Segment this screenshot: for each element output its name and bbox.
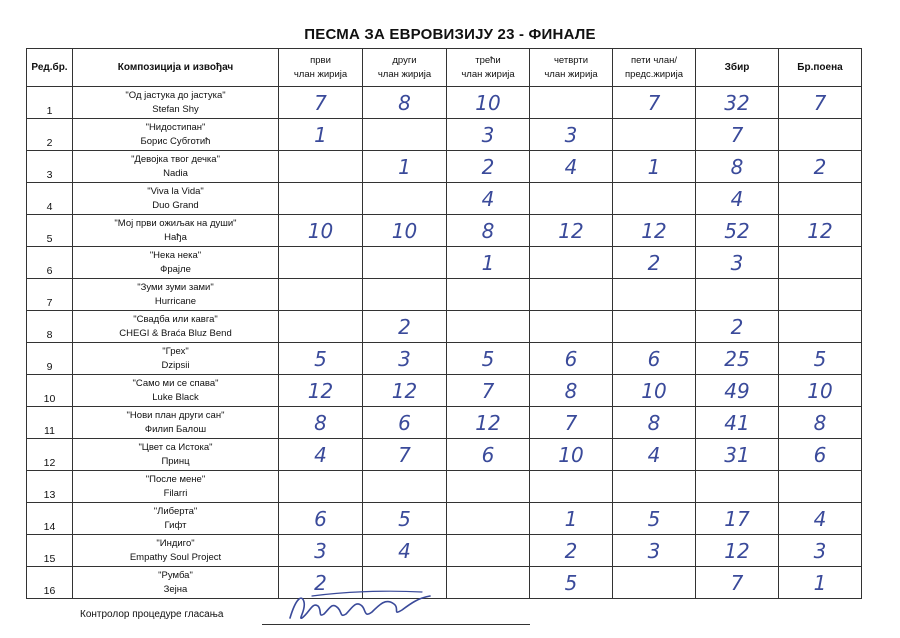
composition-cell bbox=[73, 279, 279, 311]
row-number: 7 bbox=[27, 279, 73, 311]
composition-cell bbox=[73, 87, 279, 119]
song-title: "Само ми се спава" bbox=[132, 377, 219, 389]
juror-5-score bbox=[613, 471, 696, 503]
juror-2-score: 7 bbox=[363, 439, 447, 471]
header-juror-5 bbox=[613, 49, 696, 87]
sum-score: 4 bbox=[696, 183, 779, 215]
juror-5-score: 7 bbox=[613, 87, 696, 119]
juror-4-score: 2 bbox=[530, 535, 613, 567]
juror-1-score: 2 bbox=[279, 567, 363, 599]
juror-3-score bbox=[447, 567, 530, 599]
juror-2-score: 4 bbox=[363, 535, 447, 567]
juror-3-score: 10 bbox=[447, 87, 530, 119]
artist-name: Фрајле bbox=[160, 263, 191, 275]
song-title: "Румба" bbox=[158, 569, 193, 581]
juror-1-score: 1 bbox=[279, 119, 363, 151]
header-juror-2-line1: други bbox=[392, 54, 417, 66]
header-juror-1-line1: први bbox=[310, 54, 331, 66]
song-title: "Од јастука до јастука" bbox=[125, 89, 226, 101]
table-row bbox=[27, 87, 862, 119]
row-number: 9 bbox=[27, 343, 73, 375]
juror-2-score: 3 bbox=[363, 343, 447, 375]
artist-name: Зејна bbox=[163, 583, 188, 595]
sum-score: 3 bbox=[696, 247, 779, 279]
sum-score: 12 bbox=[696, 535, 779, 567]
juror-3-score: 7 bbox=[447, 375, 530, 407]
composition-cell bbox=[73, 471, 279, 503]
juror-5-score bbox=[613, 311, 696, 343]
juror-1-score: 7 bbox=[279, 87, 363, 119]
juror-2-score bbox=[363, 471, 447, 503]
juror-2-score: 8 bbox=[363, 87, 447, 119]
header-juror-4 bbox=[530, 49, 613, 87]
sum-score: 52 bbox=[696, 215, 779, 247]
header-points: Бр.поена bbox=[779, 49, 862, 87]
juror-1-score bbox=[279, 151, 363, 183]
header-juror-5-line1: пети члан/ bbox=[630, 54, 678, 66]
row-number: 2 bbox=[27, 119, 73, 151]
row-number: 5 bbox=[27, 215, 73, 247]
signature-icon bbox=[282, 588, 432, 628]
sum-score: 7 bbox=[696, 119, 779, 151]
song-title: "Нови план други сан" bbox=[126, 409, 225, 421]
header-juror-2 bbox=[363, 49, 447, 87]
artist-name: Нађа bbox=[164, 231, 187, 243]
juror-1-score: 4 bbox=[279, 439, 363, 471]
juror-2-score: 6 bbox=[363, 407, 447, 439]
juror-3-score bbox=[447, 503, 530, 535]
sum-score: 25 bbox=[696, 343, 779, 375]
points-score bbox=[779, 311, 862, 343]
table-row bbox=[27, 215, 862, 247]
points-score: 4 bbox=[779, 503, 862, 535]
juror-2-score: 1 bbox=[363, 151, 447, 183]
header-composition: Композиција и извођач bbox=[73, 49, 279, 87]
juror-5-score bbox=[613, 119, 696, 151]
juror-3-score: 4 bbox=[447, 183, 530, 215]
juror-4-score bbox=[530, 183, 613, 215]
composition-cell bbox=[73, 343, 279, 375]
song-title: "После мене" bbox=[145, 473, 206, 485]
row-number: 12 bbox=[27, 439, 73, 471]
juror-3-score: 8 bbox=[447, 215, 530, 247]
song-title: "Зуми зуми зами" bbox=[137, 281, 214, 293]
points-score: 7 bbox=[779, 87, 862, 119]
sum-score: 31 bbox=[696, 439, 779, 471]
juror-4-score: 12 bbox=[530, 215, 613, 247]
juror-5-score bbox=[613, 183, 696, 215]
juror-4-score: 1 bbox=[530, 503, 613, 535]
points-score bbox=[779, 279, 862, 311]
header-juror-4-line1: четврти bbox=[553, 54, 589, 66]
points-score bbox=[779, 183, 862, 215]
header-juror-3-line2: члан жирија bbox=[461, 68, 515, 80]
song-title: "Нека нека" bbox=[149, 249, 202, 261]
header-rank: Ред.бр. bbox=[27, 49, 73, 87]
points-score: 1 bbox=[779, 567, 862, 599]
row-number: 4 bbox=[27, 183, 73, 215]
sum-score: 7 bbox=[696, 567, 779, 599]
table-row bbox=[27, 247, 862, 279]
juror-2-score bbox=[363, 247, 447, 279]
juror-1-score bbox=[279, 183, 363, 215]
composition-cell bbox=[73, 535, 279, 567]
composition-cell bbox=[73, 183, 279, 215]
artist-name: Hurricane bbox=[154, 295, 197, 307]
row-number: 6 bbox=[27, 247, 73, 279]
points-score: 5 bbox=[779, 343, 862, 375]
sum-score bbox=[696, 279, 779, 311]
juror-1-score bbox=[279, 311, 363, 343]
juror-5-score: 12 bbox=[613, 215, 696, 247]
juror-5-score: 3 bbox=[613, 535, 696, 567]
juror-4-score: 4 bbox=[530, 151, 613, 183]
juror-4-score: 10 bbox=[530, 439, 613, 471]
row-number: 8 bbox=[27, 311, 73, 343]
row-number: 10 bbox=[27, 375, 73, 407]
composition-cell bbox=[73, 503, 279, 535]
sum-score: 2 bbox=[696, 311, 779, 343]
juror-4-score: 5 bbox=[530, 567, 613, 599]
artist-name: Гифт bbox=[164, 519, 187, 531]
juror-5-score: 1 bbox=[613, 151, 696, 183]
juror-2-score: 10 bbox=[363, 215, 447, 247]
artist-name: Dzipsii bbox=[161, 359, 190, 371]
juror-5-score: 4 bbox=[613, 439, 696, 471]
table-row bbox=[27, 535, 862, 567]
row-number: 1 bbox=[27, 87, 73, 119]
table-row bbox=[27, 311, 862, 343]
points-score: 12 bbox=[779, 215, 862, 247]
table-row bbox=[27, 279, 862, 311]
song-title: "Цвет са Истока" bbox=[138, 441, 213, 453]
artist-name: Nadia bbox=[163, 167, 188, 179]
juror-4-score bbox=[530, 279, 613, 311]
table-row bbox=[27, 343, 862, 375]
composition-cell bbox=[73, 247, 279, 279]
artist-name: Luke Black bbox=[152, 391, 199, 403]
juror-1-score: 5 bbox=[279, 343, 363, 375]
header-juror-4-line2: члан жирија bbox=[544, 68, 598, 80]
table-row bbox=[27, 407, 862, 439]
artist-name: Filarri bbox=[163, 487, 188, 499]
points-score bbox=[779, 119, 862, 151]
sum-score: 32 bbox=[696, 87, 779, 119]
juror-5-score bbox=[613, 567, 696, 599]
row-number: 15 bbox=[27, 535, 73, 567]
controller-label: Контролор процедуре гласања bbox=[80, 609, 224, 620]
composition-cell bbox=[73, 311, 279, 343]
artist-name: Empathy Soul Project bbox=[129, 551, 222, 563]
juror-3-score bbox=[447, 279, 530, 311]
juror-3-score: 6 bbox=[447, 439, 530, 471]
juror-3-score bbox=[447, 535, 530, 567]
table-row bbox=[27, 151, 862, 183]
song-title: "Либерта" bbox=[153, 505, 198, 517]
header-juror-2-line2: члан жирија bbox=[377, 68, 432, 80]
juror-2-score bbox=[363, 119, 447, 151]
juror-3-score: 12 bbox=[447, 407, 530, 439]
juror-4-score: 7 bbox=[530, 407, 613, 439]
row-number: 14 bbox=[27, 503, 73, 535]
voting-table bbox=[26, 48, 862, 599]
artist-name: Принц bbox=[161, 455, 190, 467]
row-number: 16 bbox=[27, 567, 73, 599]
juror-4-score bbox=[530, 87, 613, 119]
sum-score: 41 bbox=[696, 407, 779, 439]
song-title: "Индиго" bbox=[156, 537, 195, 549]
header-juror-5-line2: предс.жирија bbox=[624, 68, 684, 80]
composition-cell bbox=[73, 215, 279, 247]
table-row bbox=[27, 503, 862, 535]
composition-cell bbox=[73, 567, 279, 599]
song-title: "Мој први ожиљак на души" bbox=[114, 217, 237, 229]
juror-4-score bbox=[530, 471, 613, 503]
juror-2-score: 5 bbox=[363, 503, 447, 535]
points-score: 3 bbox=[779, 535, 862, 567]
row-number: 11 bbox=[27, 407, 73, 439]
row-number: 13 bbox=[27, 471, 73, 503]
table-row bbox=[27, 119, 862, 151]
composition-cell bbox=[73, 151, 279, 183]
juror-4-score: 8 bbox=[530, 375, 613, 407]
juror-5-score: 10 bbox=[613, 375, 696, 407]
juror-3-score bbox=[447, 311, 530, 343]
juror-1-score bbox=[279, 471, 363, 503]
artist-name: CHEGI & Braća Bluz Bend bbox=[119, 327, 232, 339]
juror-5-score: 8 bbox=[613, 407, 696, 439]
juror-4-score bbox=[530, 247, 613, 279]
points-score: 6 bbox=[779, 439, 862, 471]
song-title: "Свадба или кавга" bbox=[133, 313, 218, 325]
juror-1-score: 6 bbox=[279, 503, 363, 535]
juror-4-score: 6 bbox=[530, 343, 613, 375]
artist-name: Stefan Shy bbox=[152, 103, 199, 115]
juror-5-score: 2 bbox=[613, 247, 696, 279]
points-score bbox=[779, 471, 862, 503]
juror-1-score: 8 bbox=[279, 407, 363, 439]
composition-cell bbox=[73, 119, 279, 151]
artist-name: Борис Субготић bbox=[140, 135, 211, 147]
juror-2-score bbox=[363, 183, 447, 215]
table-row bbox=[27, 375, 862, 407]
juror-3-score: 2 bbox=[447, 151, 530, 183]
song-title: "Девојка твог дечка" bbox=[131, 153, 220, 165]
row-number: 3 bbox=[27, 151, 73, 183]
composition-cell bbox=[73, 439, 279, 471]
song-title: "Viva la Vida" bbox=[147, 185, 204, 197]
table-row bbox=[27, 567, 862, 599]
sum-score: 8 bbox=[696, 151, 779, 183]
points-score: 10 bbox=[779, 375, 862, 407]
juror-5-score: 5 bbox=[613, 503, 696, 535]
juror-5-score: 6 bbox=[613, 343, 696, 375]
document-title: ПЕСМА ЗА ЕВРОВИЗИЈУ 23 - ФИНАЛЕ bbox=[304, 26, 596, 43]
juror-2-score: 2 bbox=[363, 311, 447, 343]
composition-cell bbox=[73, 375, 279, 407]
header-juror-1 bbox=[279, 49, 363, 87]
juror-3-score bbox=[447, 471, 530, 503]
song-title: "Нидостипан" bbox=[145, 121, 206, 133]
juror-5-score bbox=[613, 279, 696, 311]
sum-score: 17 bbox=[696, 503, 779, 535]
table-body bbox=[27, 87, 862, 599]
header-juror-3-line1: трећи bbox=[475, 54, 501, 66]
juror-1-score: 10 bbox=[279, 215, 363, 247]
points-score: 8 bbox=[779, 407, 862, 439]
header-juror-3 bbox=[447, 49, 530, 87]
juror-1-score bbox=[279, 247, 363, 279]
juror-4-score bbox=[530, 311, 613, 343]
composition-cell bbox=[73, 407, 279, 439]
sum-score: 49 bbox=[696, 375, 779, 407]
artist-name: Duo Grand bbox=[152, 199, 199, 211]
juror-1-score: 12 bbox=[279, 375, 363, 407]
header-sum: Збир bbox=[696, 49, 779, 87]
juror-3-score: 3 bbox=[447, 119, 530, 151]
juror-2-score bbox=[363, 279, 447, 311]
juror-3-score: 5 bbox=[447, 343, 530, 375]
table-row bbox=[27, 471, 862, 503]
juror-2-score: 12 bbox=[363, 375, 447, 407]
song-title: "Грех" bbox=[162, 345, 189, 357]
table-row bbox=[27, 183, 862, 215]
juror-1-score bbox=[279, 279, 363, 311]
points-score bbox=[779, 247, 862, 279]
juror-1-score: 3 bbox=[279, 535, 363, 567]
artist-name: Филип Балош bbox=[144, 423, 207, 435]
header-row bbox=[27, 49, 862, 87]
table-row bbox=[27, 439, 862, 471]
points-score: 2 bbox=[779, 151, 862, 183]
sum-score bbox=[696, 471, 779, 503]
header-juror-1-line2: члан жирија bbox=[293, 68, 348, 80]
juror-3-score: 1 bbox=[447, 247, 530, 279]
juror-4-score: 3 bbox=[530, 119, 613, 151]
